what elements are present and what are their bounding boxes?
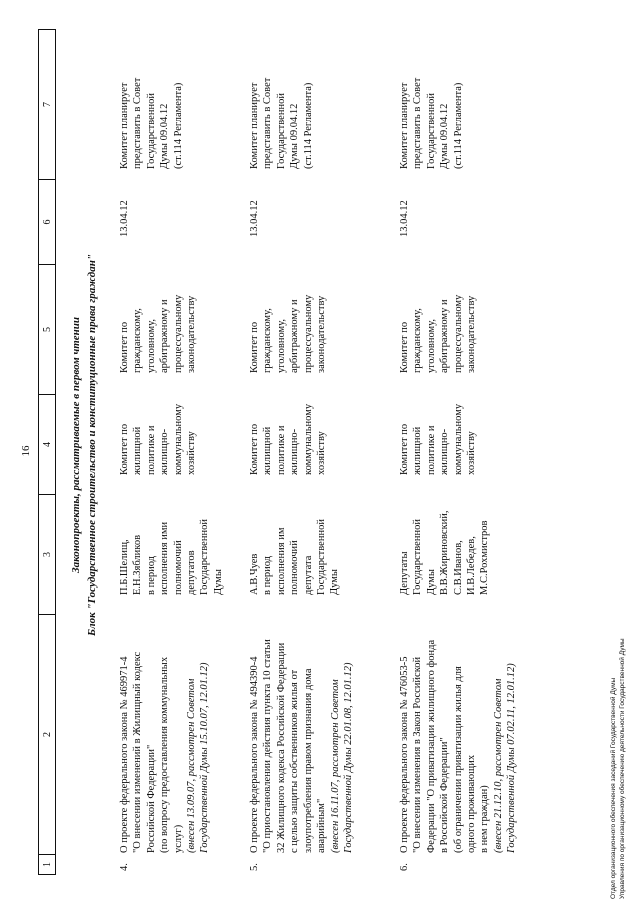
row-number: 4. xyxy=(119,863,130,871)
page-number: 16 xyxy=(20,445,32,457)
row-status: Комитет планирует представить в Совет Государственной Думы 09.04.12 (ст.114 Регламента) xyxy=(399,77,464,169)
row-number: 5. xyxy=(249,863,260,871)
row-status: Комитет планирует представить в Совет Государственной Думы 09.04.12 (ст.114 Регламента) xyxy=(119,77,184,169)
block-title: Блок "Государственное строительство и конституционные права граждан" xyxy=(86,254,98,636)
row-committee: Комитет по жилищной политике и жилищно- коммунальному хозяйству xyxy=(119,403,198,475)
row-note: (внесен 13.09.07, рассмотрен Советом Государственной Думы 15.10.07, 12.01.12) xyxy=(186,662,211,853)
section-title: Законопроекты, рассматриваемые в первом чтении xyxy=(70,317,82,573)
row-date: 13.04.12 xyxy=(399,200,410,237)
row-description: О проекте федерального закона № 494390-4 "О приостановлении действия пункта 10 статьи 32 Жилищного кодекса Российской Федерации с целью защиты собственников жилья от злоупотребления правом признания дома аварийным" xyxy=(249,639,328,853)
row-initiator: Депутаты Государственной Думы В.В.Жириновский, С.В.Иванов, И.В.Лебедев, М.С.Рохмистров xyxy=(399,510,491,595)
row-co-committee: Комитет по гражданскому, уголовному, арбитражному и процессуальному законодательству xyxy=(399,294,478,373)
column-header-6: 6 xyxy=(39,180,56,265)
column-header-7: 7 xyxy=(39,30,56,180)
row-status: Комитет планирует представить в Совет Государственной Думы 09.04.12 (ст.114 Регламента) xyxy=(249,77,314,169)
footer-line-2: Управления по организационному обеспечению деятельности Государственной Думы xyxy=(619,638,626,899)
column-header-3: 3 xyxy=(39,495,56,615)
column-header-5: 5 xyxy=(39,265,56,395)
column-header-1: 1 xyxy=(39,855,56,875)
column-header-table xyxy=(38,29,56,875)
row-description: О проекте федерального закона № 476053-5 "О внесении изменения в Закон Российской Федерации "О приватизации жилищного фонда в Российской Федерации" (об ограничении приватизации жилья для одного проживающих в нем граждан) xyxy=(399,639,491,853)
row-committee: Комитет по жилищной политике и жилищно- коммунальному хозяйству xyxy=(249,403,328,475)
row-initiator: А.В.Чуев в период исполнения им полномочий депутата Государственной Думы xyxy=(249,519,341,595)
row-date: 13.04.12 xyxy=(119,200,130,237)
row-initiator: П.Б.Шелищ, Е.Н.Зябликов в период исполнения ими полномочий депутатов Государственной Думы xyxy=(119,519,224,595)
row-note: (внесен 21.12.10, рассмотрен Советом Государственной Думы 07.02.11, 12.01.12) xyxy=(493,663,518,853)
row-date: 13.04.12 xyxy=(249,200,260,237)
row-committee: Комитет по жилищной политике и жилищно- коммунальному хозяйству xyxy=(399,403,478,475)
row-note: (внесен 16.11.07, рассмотрен Советом Государственной Думы 22.01.08, 12.01.12) xyxy=(330,662,355,853)
row-co-committee: Комитет по гражданскому, уголовному, арбитражному и процессуальному законодательству xyxy=(249,294,328,373)
row-number: 6. xyxy=(399,863,410,871)
footer-line-1: Отдел организационного обеспечения заседаний Государственной Думы xyxy=(610,677,617,899)
column-header-4: 4 xyxy=(39,395,56,495)
row-description: О проекте федерального закона № 469971-4 "О внесении изменений в Жилищный кодекс Российской Федерации" (по вопросу предоставления коммунальных услуг) xyxy=(119,651,184,853)
column-header-2: 2 xyxy=(39,615,56,855)
row-co-committee: Комитет по гражданскому, уголовному, арбитражному и процессуальному законодательству xyxy=(119,294,198,373)
